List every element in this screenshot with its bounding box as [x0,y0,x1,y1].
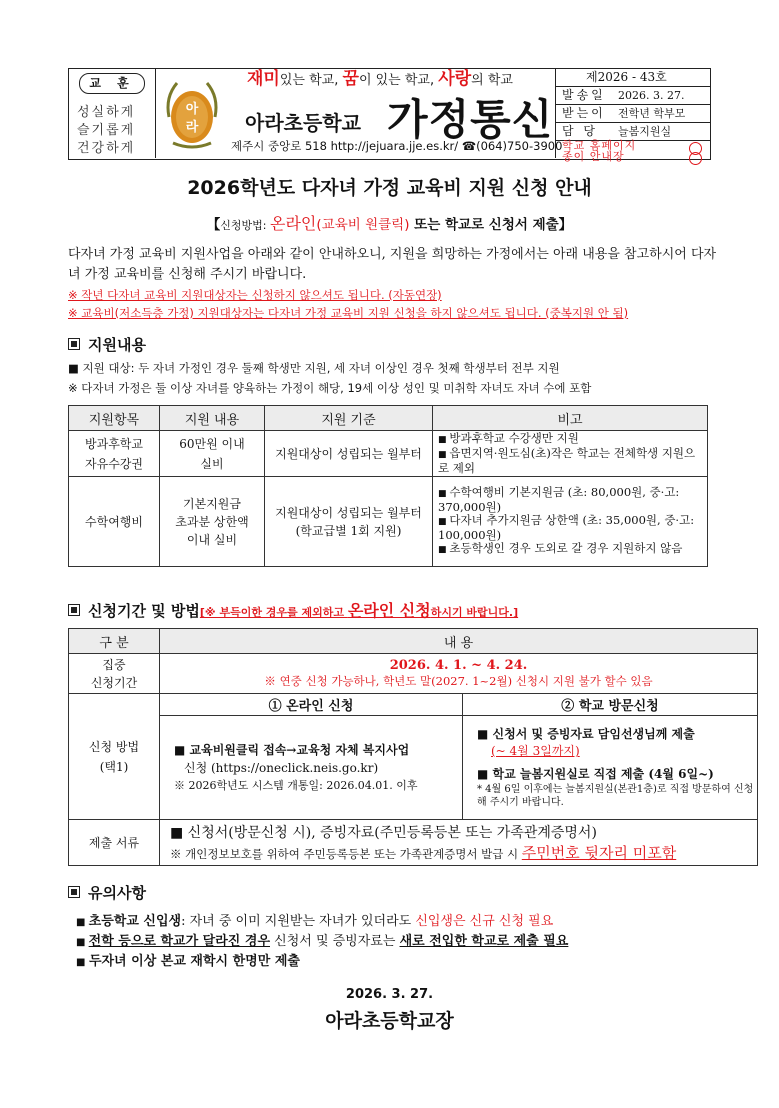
homepage-row: 학교 홈페이지 [556,140,710,149]
column-header: 비고 [433,406,708,431]
support-target: ■ 지원 대상: 두 자녀 가정인 경우 둘째 학생만 지원, 세 자녀 이상인 경우 첫째 학생부터 전부 지원 [68,361,560,375]
notice-item: ■ 초등학교 신입생: 자녀 중 이미 지원받는 자녀가 있더라도 신입생은 신규 신청 필요 [76,910,553,929]
notice-item: ■ 두자녀 이상 본교 재학시 한명만 제출 [76,950,300,969]
period-note: ※ 연중 신청 가능하나, 학년도 말(2027. 1~2월) 신청시 지원 불가 할수 있음 [264,674,653,688]
newsletter-title: 가정통신 [387,95,554,144]
school-motto [69,69,156,158]
period-value [160,654,758,694]
support-content: 기본지원금 초과분 상한액 이내 실비 [160,477,265,567]
support-criteria: 지원대상이 성립되는 월부터 [265,431,433,477]
issue-number-row [556,69,710,87]
issue-number: 제2026 - 43호 [586,70,667,84]
table-row [69,477,708,567]
support-item: 수학여행비 [69,477,160,567]
motto-badge: 교 훈 [79,73,145,94]
visit-heading: ② 학교 방문신청 [463,694,758,716]
notice-item: ■ 전학 등으로 학교가 달라진 경우 신청서 및 증빙자료는 새로 전입한 학교로 제출 필요 [76,930,568,949]
table-row [69,654,758,694]
square-bullet-icon [68,886,80,898]
column-header: 지원항목 [69,406,160,431]
school-address: 제주시 중앙로 518 http://jejuara.jje.es.kr/ ☎(064)750-3900 [231,139,563,153]
table-row [69,431,708,477]
online-heading: ① 온라인 신청 [160,694,463,716]
issue-info [555,69,710,163]
school-slogan: 재미있는 학교, 꿈이 있는 학교, 사랑의 학교 [247,69,513,89]
schedule-table [68,628,758,866]
method-label: 신청 방법 (택1) [69,694,160,820]
school-name: 아라초등학교 [245,111,361,135]
support-definition: ※ 다자녀 가정은 둘 이상 자녀를 양육하는 가정이 해당, 19세 이상 성인 및 미취학 자녀도 자녀 수에 포함 [68,381,592,395]
docs-label: 제출 서류 [69,820,160,866]
support-notes: ■ 수학여행비 기본지원금 (초: 80,000원, 중·고: 370,000원) ■ 다자녀 추가지원금 상한액 (초: 35,000원, 중·고: 100,000원) ■ 초등학생인 경우 도외로 갈 경우 지원하지 않음 [433,477,708,567]
section-heading-support: 지원내용 [68,334,146,355]
column-header: 구 분 [69,629,160,654]
school-logo-icon [163,77,221,151]
support-criteria: 지원대상이 성립되는 월부터 (학교급별 1회 지원) [265,477,433,567]
svg-text:아: 아 [185,102,199,117]
support-content: 60만원 이내 실비 [160,431,265,477]
svg-text:라: 라 [185,120,199,135]
recipient-row: 받는이 전학년 학부모 [556,105,710,123]
visit-method: ■ 신청서 및 증빙자료 담임선생님께 제출 (~ 4월 3일까지) ■ 학교 늘봄지원실로 직접 제출 (4월 6일~) * 4월 6일 이후에는 늘봄지원실(본관1층)로 직접 방문하여 신청해 주시기 바랍니다. [463,716,758,820]
square-bullet-icon [68,604,80,616]
online-method: ■ 교육비원클릭 접속→교육청 자체 복지사업 신청 (https://oneclick.neis.go.kr) ※ 2026학년도 시스템 개통일: 2026.04.01. 이후 [160,716,463,820]
column-header: 내 용 [160,629,758,654]
table-row [69,694,758,716]
section-heading-notice: 유의사항 [68,882,146,903]
docs-content: ■ 신청서(방문신청 시), 증빙자료(주민등록등본 또는 가족관계증명서) ※ 개인정보보호를 위하여 주민등록등본 또는 가족관계증명서 발급 시 주민번호 뒷자리 미포함 [160,820,758,866]
document-title: 2026학년도 다자녀 가정 교육비 지원 신청 안내 [187,177,592,199]
period-label: 집중 신청기간 [69,654,160,694]
contact-row: 담 당 늘봄지원실 [556,123,710,141]
column-header: 지원 내용 [160,406,265,431]
date-row: 발송일 2026. 3. 27. [556,87,710,105]
section-heading-schedule: 신청기간 및 방법[※ 부득이한 경우를 제외하고 온라인 신청하시기 바랍니다.] [68,598,518,621]
square-bullet-icon [68,338,80,350]
note-auto-extension: ※ 작년 다자녀 교육비 지원대상자는 신청하지 않으셔도 됩니다. (자동연장) [68,288,442,302]
support-item: 방과후학교 자유수강권 [69,431,160,477]
motto-line: 건강하게 [77,141,136,156]
paper-notice-row: 종이 안내장 [556,151,710,160]
principal-signature: 아라초등학교장 [325,1010,454,1032]
table-row [69,820,758,866]
table-row [69,716,758,820]
column-header: 지원 기준 [265,406,433,431]
period-dates: 2026. 4. 1. ~ 4. 24. [389,658,528,673]
newsletter-header [68,68,711,163]
support-table [68,405,708,567]
circle-icon [689,152,702,165]
note-no-duplicate: ※ 교육비(저소득층 가정) 지원대상자는 다자녀 가정 교육비 지원 신청을 하지 않으셔도 됩니다. (중복지원 안 됨) [68,306,629,320]
application-method-line: 【신청방법: 온라인(교육비 원클릭) 또는 학교로 신청서 제출】 [206,214,573,233]
support-notes: ■ 방과후학교 수강생만 지원 ■ 읍면지역·원도심(초)작은 학교는 전체학생 지원으로 제외 [433,431,708,477]
motto-line: 성실하게 [77,105,136,120]
motto-line: 슬기롭게 [77,123,136,138]
sign-date: 2026. 3. 27. [345,987,434,1002]
intro-paragraph: 다자녀 가정 교육비 지원사업을 아래와 같이 안내하오니, 지원을 희망하는 가정에서는 아래 내용을 참고하시어 다자녀 가정 교육비를 신청해 주시기 바랍니다. [68,247,717,282]
